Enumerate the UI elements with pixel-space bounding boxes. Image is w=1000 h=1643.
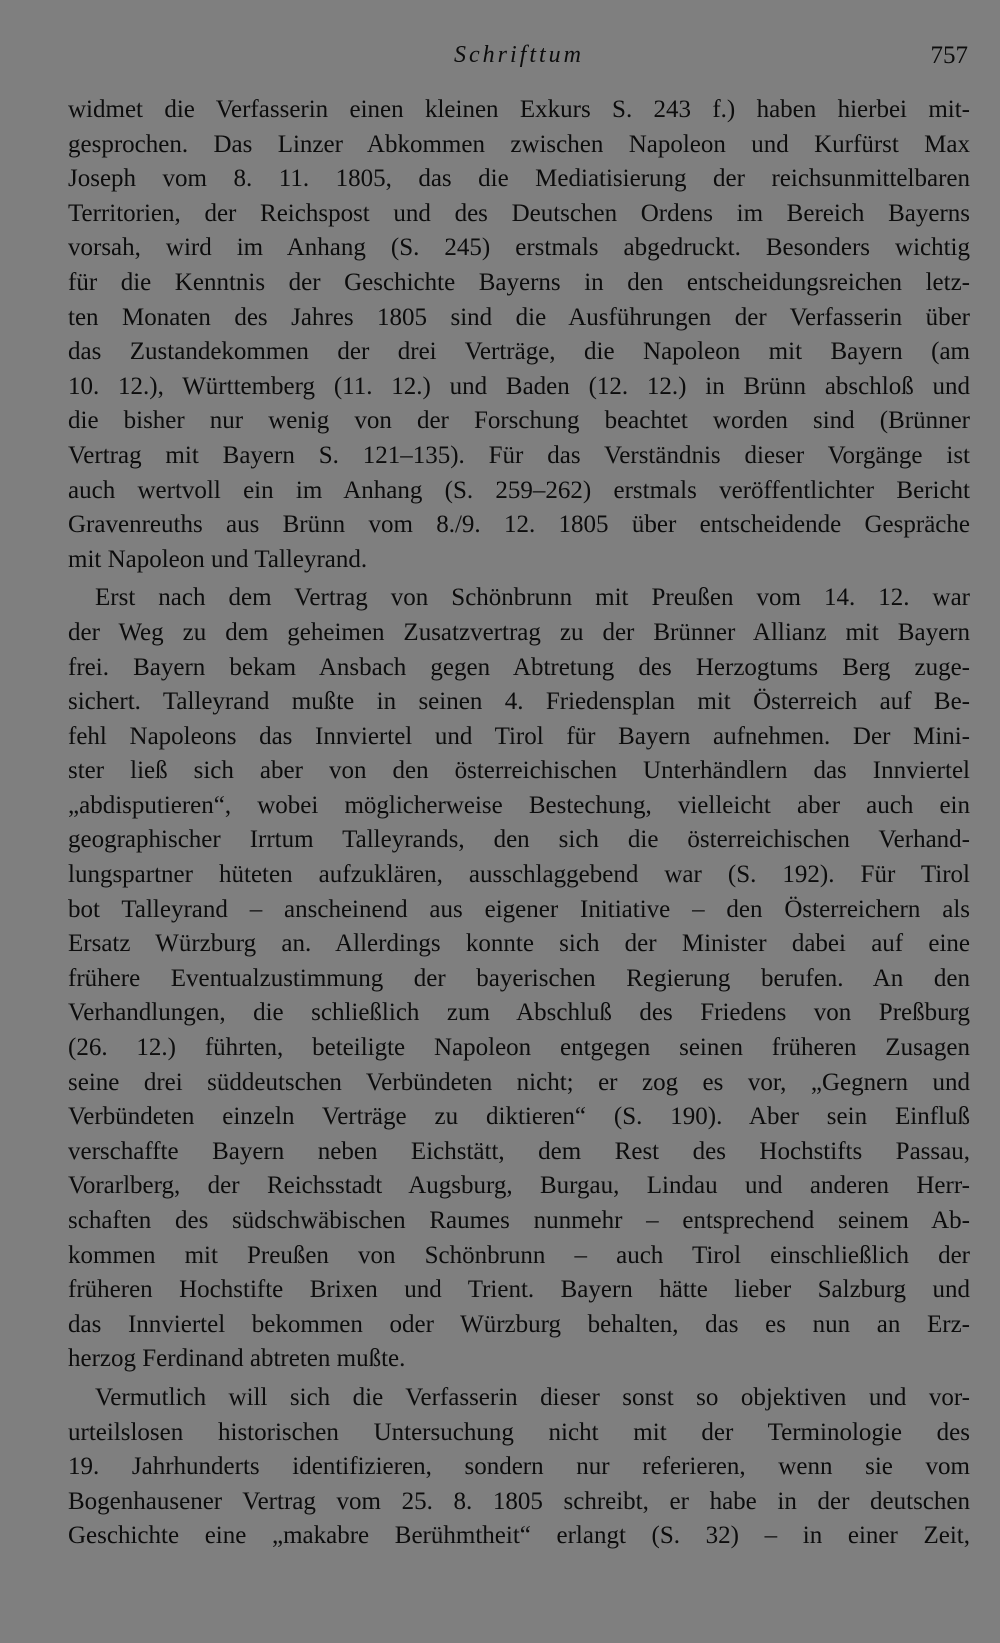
text-line: Vermutlich will sich die Verfasserin dieser sonst so objektiven und vor-	[95, 1383, 970, 1411]
text-line: Gravenreuths aus Brünn vom 8./9. 12. 1805 über entscheidende Gespräche	[68, 511, 970, 539]
text-line: Ersatz Würzburg an. Allerdings konnte sich der Minister dabei auf eine	[68, 930, 970, 958]
text-line: geographischer Irrtum Talleyrands, den sich die österreichischen Verhand-	[68, 826, 970, 854]
text-line: Erst nach dem Vertrag von Schönbrunn mit Preußen vom 14. 12. war	[95, 584, 970, 612]
text-line: Vertrag mit Bayern S. 121–135). Für das Verständnis dieser Vorgänge ist	[68, 441, 970, 469]
text-line: seine drei süddeutschen Verbündeten nicht; er zog es vor, „Gegnern und	[68, 1068, 970, 1096]
text-line: Territorien, der Reichspost und des Deutschen Ordens im Bereich Bayerns	[68, 199, 970, 227]
text-line: mit Napoleon und Talleyrand.	[68, 545, 368, 573]
text-line: (26. 12.) führten, beteiligte Napoleon entgegen seinen früheren Zusagen	[68, 1034, 970, 1062]
text-line: Joseph vom 8. 11. 1805, das die Mediatisierung der reichsunmittelbaren	[68, 165, 970, 193]
text-line: das Zustandekommen der drei Verträge, die Napoleon mit Bayern (am	[68, 338, 970, 366]
text-line: früheren Hochstifte Brixen und Trient. Bayern hätte lieber Salzburg und	[68, 1276, 970, 1304]
text-line: widmet die Verfasserin einen kleinen Exkurs S. 243 f.) haben hierbei mit-	[68, 96, 970, 123]
text-line: vorsah, wird im Anhang (S. 245) erstmals abgedruckt. Besonders wichtig	[68, 234, 970, 262]
paragraph-3	[68, 1381, 970, 1554]
running-title: Schrifttum	[454, 42, 584, 68]
text-line: 10. 12.), Württemberg (11. 12.) und Baden (12. 12.) in Brünn abschloß und	[68, 372, 970, 400]
text-line: das Innviertel bekommen oder Würzburg behalten, das es nun an Erz-	[68, 1310, 970, 1338]
text-line: die bisher nur wenig von der Forschung beachtet worden sind (Brünner	[68, 407, 970, 435]
text-line: ten Monaten des Jahres 1805 sind die Ausführungen der Verfasserin über	[68, 303, 970, 331]
text-line: Bogenhausener Vertrag vom 25. 8. 1805 schreibt, er habe in der deutschen	[68, 1487, 970, 1515]
text-line: der Weg zu dem geheimen Zusatzvertrag zu der Brünner Allianz mit Bayern	[68, 618, 970, 646]
text-line: herzog Ferdinand abtreten mußte.	[68, 1345, 406, 1373]
paragraph-2	[68, 581, 970, 1377]
text-line: ster ließ sich aber von den österreichischen Unterhändlern das Innviertel	[68, 757, 970, 785]
text-line: fehl Napoleons das Innviertel und Tirol für Bayern aufnehmen. Der Mini-	[68, 722, 970, 750]
text-line: frei. Bayern bekam Ansbach gegen Abtretung des Herzogtums Berg zuge-	[68, 653, 970, 681]
text-line: lungspartner hüteten aufzuklären, ausschlaggebend war (S. 192). Für Tirol	[68, 861, 970, 889]
paragraph-1	[68, 93, 970, 577]
text-line: verschaffte Bayern neben Eichstätt, dem Rest des Hochstifts Passau,	[68, 1137, 970, 1165]
text-line: gesprochen. Das Linzer Abkommen zwischen Napoleon und Kurfürst Max	[68, 130, 970, 158]
page-number: 757	[930, 42, 968, 69]
text-line: Verbündeten einzeln Verträge zu diktieren“ (S. 190). Aber sein Einfluß	[68, 1103, 970, 1131]
text-line: urteilslosen historischen Untersuchung nicht mit der Terminologie des	[68, 1418, 970, 1446]
text-line: frühere Eventualzustimmung der bayerischen Regierung berufen. An den	[68, 964, 970, 992]
text-line: Geschichte eine „makabre Berühmtheit“ erlangt (S. 32) – in einer Zeit,	[68, 1522, 970, 1550]
running-head	[68, 38, 970, 78]
text-line: kommen mit Preußen von Schönbrunn – auch Tirol einschließlich der	[68, 1241, 970, 1269]
text-line: Vorarlberg, der Reichsstadt Augsburg, Burgau, Lindau und anderen Herr-	[68, 1172, 970, 1200]
text-line: schaften des südschwäbischen Raumes nunmehr – entsprechend seinem Ab-	[68, 1207, 970, 1234]
text-line: „abdisputieren“, wobei möglicherweise Bestechung, vielleicht aber auch ein	[68, 791, 970, 819]
text-line: 19. Jahrhunderts identifizieren, sondern nur referieren, wenn sie vom	[68, 1453, 970, 1481]
text-line: Verhandlungen, die schließlich zum Abschluß des Friedens von Preßburg	[68, 999, 970, 1027]
text-line: sichert. Talleyrand mußte in seinen 4. Friedensplan mit Österreich auf Be-	[68, 688, 970, 716]
text-line: auch wertvoll ein im Anhang (S. 259–262) erstmals veröffentlichter Bericht	[68, 476, 970, 504]
text-line: bot Talleyrand – anscheinend aus eigener Initiative – den Österreichern als	[68, 895, 970, 923]
body-text	[68, 93, 970, 1554]
text-line: für die Kenntnis der Geschichte Bayerns in den entscheidungsreichen letz-	[68, 268, 970, 296]
